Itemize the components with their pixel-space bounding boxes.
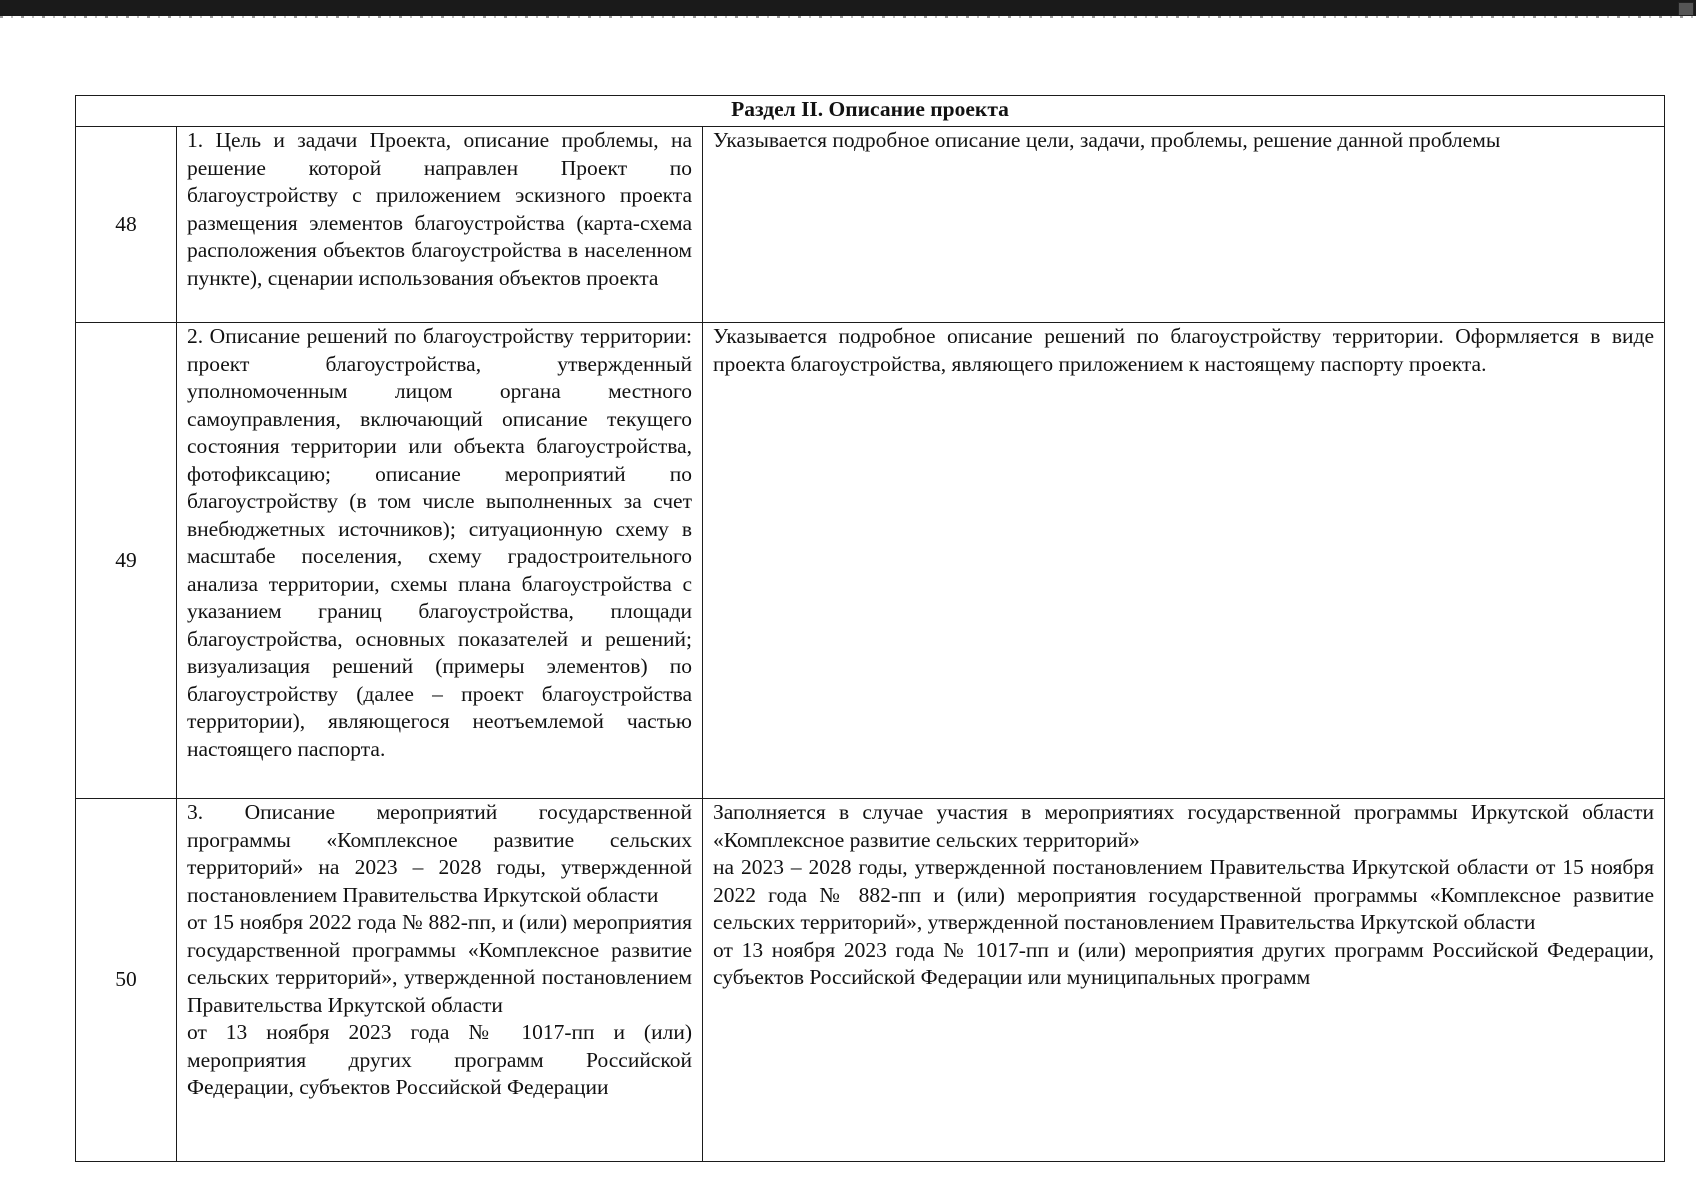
description-paragraph: 1. Цель и задачи Проекта, описание проблемы, на решение которой направлен Проект по благоустройству с приложением эскизного проекта размещения элементов благоустройства (карта-схема расположения объектов благоустройства в населенном пункте), сценарии использования объектов проекта [187, 128, 692, 290]
row-description [177, 127, 703, 323]
scan-noise-line [0, 16, 1696, 18]
section-header-row [76, 96, 1665, 127]
row-number: 48 [76, 127, 177, 323]
scan-corner-mark [1678, 2, 1694, 16]
row-value [703, 127, 1665, 323]
scan-top-border [0, 0, 1696, 16]
row-number: 50 [76, 799, 177, 1162]
value-paragraph: от 13 ноября 2023 года № 1017-пп и (или) мероприятия других программ Российской Федерации, субъектов Российской Федерации или муниципальных программ [713, 937, 1654, 989]
value-paragraph: Указывается подробное описание решений по благоустройству территории. Оформляется в виде проекта благоустройства, являющего приложением к настоящему паспорту проекта. [713, 324, 1654, 376]
value-paragraph: на 2023 – 2028 годы, утвержденной постановлением Правительства Иркутской области от 15 ноября 2022 года № 882-пп и (или) мероприятия государственной программы «Комплексное развитие сельских территорий», утвержденной постановлением Правительства Иркутской области [713, 855, 1654, 934]
description-paragraph: от 13 ноября 2023 года № 1017-пп и (или) мероприятия других программ Российской Федерации, субъектов Российской Федерации [187, 1020, 692, 1099]
description-paragraph: от 15 ноября 2022 года № 882-пп, и (или) мероприятия государственной программы «Комплексное развитие сельских территорий», утвержденной постановлением Правительства Иркутской области [187, 910, 692, 1017]
row-value [703, 799, 1665, 1162]
value-paragraph: Указывается подробное описание цели, задачи, проблемы, решение данной проблемы [713, 128, 1501, 152]
section-title: Раздел II. Описание проекта [76, 96, 1665, 127]
row-description [177, 323, 703, 799]
description-paragraph: 3. Описание мероприятий государственной программы «Комплексное развитие сельских территорий» на 2023 – 2028 годы, утвержденной постановлением Правительства Иркутской области [187, 800, 692, 907]
value-paragraph: Заполняется в случае участия в мероприятиях государственной программы Иркутской области «Комплексное развитие сельских территорий» [713, 800, 1654, 852]
table-row [76, 799, 1665, 1162]
description-paragraph: 2. Описание решений по благоустройству территории: проект благоустройства, утвержденный уполномоченным лицом органа местного самоуправления, включающий описание текущего состояния территории или объекта благоустройства, фотофиксацию; описание мероприятий по благоустройству (в том числе выполненных за счет внебюджетных источников); ситуационную схему в масштабе поселения, схему градостроительного анализа территории, схемы плана благоустройства с указанием границ благоустройства, площади благоустройства, основных показателей и решений; визуализация решений (примеры элементов) по благоустройству (далее – проект благоустройства территории), являющегося неотъемлемой частью настоящего паспорта. [187, 324, 692, 761]
table-row [76, 127, 1665, 323]
row-number: 49 [76, 323, 177, 799]
row-value [703, 323, 1665, 799]
row-description [177, 799, 703, 1162]
table-row [76, 323, 1665, 799]
project-description-table [75, 95, 1665, 1162]
